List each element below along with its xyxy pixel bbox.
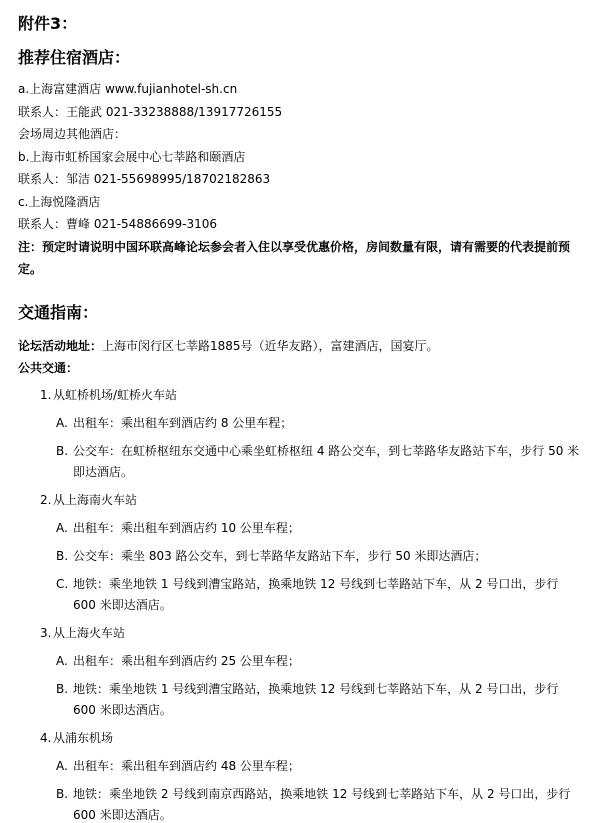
option-letter: A.	[56, 520, 68, 535]
option-letter: A.	[56, 653, 68, 668]
address-text: 上海市闵行区七莘路1885号（近华友路），富建酒店，国宴厅。	[102, 338, 439, 353]
transport-option	[18, 413, 584, 434]
other-hotels-line: 会场周边其他酒店：	[18, 127, 127, 141]
hotel-info-block	[18, 78, 584, 281]
option-text: 出租车：乘出租车到酒店约 10 公里车程；	[73, 520, 300, 535]
option-text: 地铁：乘坐地铁 2 号线到南京西路站，换乘地铁 12 号线到七莘路站下车，从 2 号口出，步行 600 米即达酒店。	[73, 786, 571, 822]
contact-line: 联系人：王能武 021-33238888/13917726155	[18, 104, 283, 119]
booking-note: 注：预定时请说明中国环联高峰论坛参会者入住以享受优惠价格，房间数量有限，请有需要的代表提前预定。	[18, 239, 571, 276]
option-text: 地铁：乘坐地铁 1 号线到漕宝路站，换乘地铁 12 号线到七莘路站下车，从 2 号口出，步行 600 米即达酒店。	[73, 681, 559, 717]
option-letter: A.	[56, 415, 68, 430]
route-title	[18, 623, 584, 644]
route-title	[18, 728, 584, 749]
transport-option	[18, 518, 584, 539]
option-letter: B.	[56, 786, 69, 801]
option-text: 出租车：乘出租车到酒店约 25 公里车程；	[73, 653, 300, 668]
route-title-text: 从上海南火车站	[53, 492, 138, 507]
hotels-heading: 推荐住宿酒店：	[18, 48, 131, 67]
transport-heading: 交通指南：	[18, 302, 99, 322]
public-transport-line	[18, 357, 584, 379]
option-letter: A.	[56, 758, 68, 773]
transport-option	[18, 651, 584, 672]
option-text: 地铁：乘坐地铁 1 号线到漕宝路站，换乘地铁 12 号线到七莘路站下车，从 2 号口出，步行 600 米即达酒店。	[73, 576, 559, 612]
address-line	[18, 335, 584, 357]
route-number: 3.	[40, 625, 52, 640]
option-letter: B.	[56, 681, 69, 696]
option-letter: B.	[56, 548, 69, 563]
route-number: 1.	[40, 387, 52, 402]
hotel-line: a.上海富建酒店 www.fujianhotel-sh.cn	[18, 82, 238, 96]
route-item	[18, 728, 584, 823]
transport-option	[18, 574, 584, 616]
route-item	[18, 490, 584, 616]
hotel-line: b.上海市虹桥国家会展中心七莘路和颐酒店	[18, 149, 246, 164]
routes-list	[18, 385, 584, 823]
transport-option	[18, 784, 584, 823]
route-item	[18, 623, 584, 721]
option-letter: C.	[56, 576, 69, 591]
route-item	[18, 385, 584, 483]
transport-option	[18, 546, 584, 567]
option-text: 出租车：乘出租车到酒店约 48 公里车程；	[73, 758, 300, 773]
address-label: 论坛活动地址：	[18, 338, 103, 353]
route-title	[18, 490, 584, 511]
transport-option	[18, 679, 584, 721]
route-title	[18, 385, 584, 406]
attachment-title: 附件3：	[18, 14, 78, 33]
route-title-text: 从浦东机场	[53, 730, 114, 745]
hotel-line: c.上海悦隆酒店	[18, 194, 101, 209]
contact-line: 联系人：邹洁 021-55698995/18702182863	[18, 172, 271, 186]
public-transport-label: 公共交通：	[18, 360, 79, 375]
contact-line: 联系人：曹峰 021-54886699-3106	[18, 217, 217, 231]
option-letter: B.	[56, 443, 69, 458]
route-title-text: 从上海火车站	[53, 625, 126, 640]
route-number: 2.	[40, 492, 52, 507]
transport-option	[18, 441, 584, 483]
option-text: 公交车：在虹桥枢纽东交通中心乘坐虹桥枢纽 4 路公交车，到七莘路华友路站下车，步行 50 米即达酒店。	[73, 443, 580, 479]
route-title-text: 从虹桥机场/虹桥火车站	[53, 387, 178, 402]
option-text: 公交车：乘坐 803 路公交车，到七莘路华友路站下车，步行 50 米即达酒店；	[73, 548, 487, 563]
option-text: 出租车：乘出租车到酒店约 8 公里车程；	[73, 415, 293, 430]
route-number: 4.	[40, 730, 52, 745]
transport-option	[18, 756, 584, 777]
